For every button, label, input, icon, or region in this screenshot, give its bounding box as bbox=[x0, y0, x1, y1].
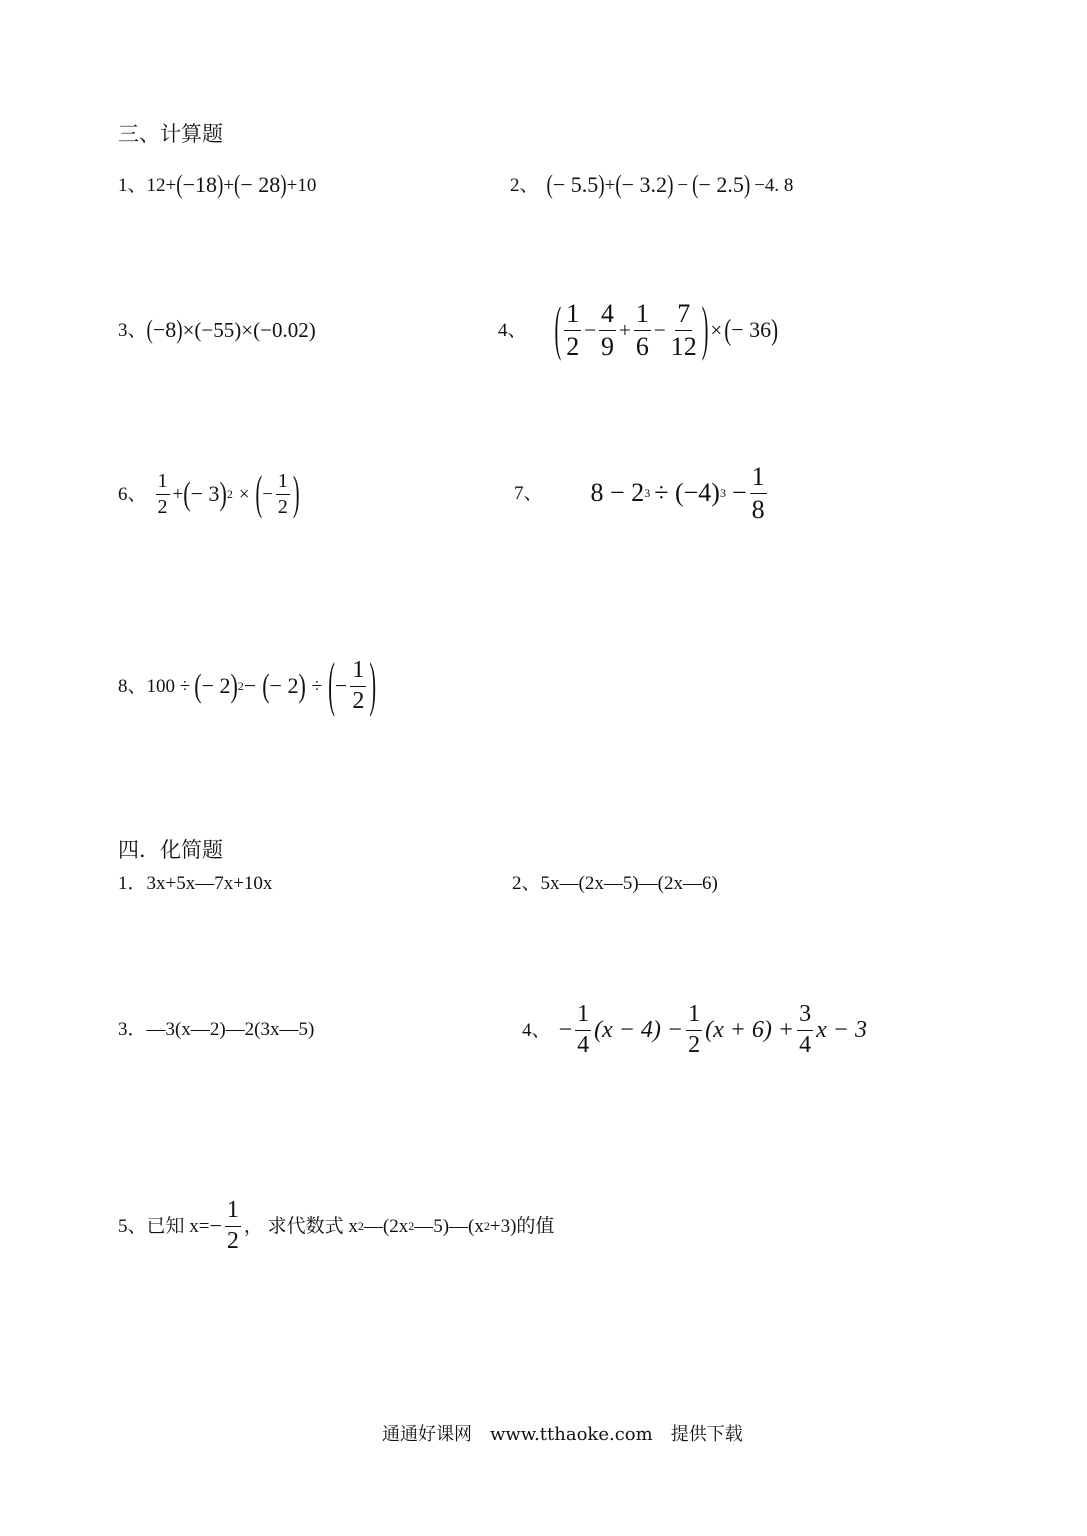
problem-number: 4、 bbox=[522, 1019, 551, 1041]
problem-text: ， 求代数式 x bbox=[243, 1215, 358, 1237]
fraction: $\frac{1}{2}$ bbox=[566, 299, 580, 361]
problem-4: 4、 ( $\frac{1}{2}$ − $\frac{4}{9}$ + $\frac{1}{6}$ − $\frac{7}{12}$ ) × ( − 36 ) bbox=[498, 297, 779, 363]
problem-number: 1、 bbox=[118, 174, 147, 196]
term: (x + 6) + bbox=[705, 1017, 795, 1043]
fraction: $\frac{1}{2}$ bbox=[157, 469, 168, 518]
operator: − bbox=[731, 478, 747, 507]
problem-number: 2、 bbox=[510, 174, 539, 196]
fraction: $\frac{7}{12}$ bbox=[670, 299, 697, 361]
operator: − bbox=[262, 483, 273, 505]
term: +10 bbox=[286, 174, 317, 196]
term: −8 bbox=[152, 317, 177, 342]
fraction: $\frac{3}{4}$ bbox=[799, 1001, 812, 1058]
problem-number: 3、 bbox=[118, 319, 147, 341]
problem-text: +3)的值 bbox=[489, 1215, 555, 1237]
fraction: $\frac{1}{6}$ bbox=[635, 299, 649, 361]
term: − 2 bbox=[269, 673, 299, 698]
operator: − bbox=[209, 1213, 222, 1238]
problem-3: 3、 ( −8 ) ×(−55)×(−0.02) bbox=[118, 315, 316, 345]
operator: × bbox=[710, 317, 723, 342]
term: −18 bbox=[182, 172, 217, 197]
operator: − bbox=[334, 673, 348, 698]
section-title-calculation: 三、计算题 bbox=[118, 122, 223, 146]
fraction: $\frac{1}{2}$ bbox=[688, 1001, 701, 1058]
fraction: $\frac{1}{2}$ bbox=[277, 469, 288, 518]
simplify-4 bbox=[522, 998, 867, 1062]
operator: − bbox=[677, 174, 689, 196]
fraction: $\frac{1}{2}$ bbox=[352, 657, 365, 714]
fraction: $\frac{1}{4}$ bbox=[577, 1001, 590, 1058]
problem-text: 5、已知 x= bbox=[118, 1215, 210, 1237]
operator: − bbox=[584, 317, 597, 342]
operator: + bbox=[604, 174, 616, 196]
operator: + bbox=[223, 174, 235, 196]
simplify-5: 5、已知 x= − $\frac{1}{2}$ ， 求代数式 x 2 —(2x 2 —5)—(x 2 +3)的值 bbox=[118, 1197, 555, 1254]
problem-number: 6、 bbox=[118, 483, 147, 505]
term: − 5.5 bbox=[552, 172, 599, 197]
problem-number: 7、 bbox=[514, 482, 543, 504]
problem-2: 2、 ( − 5.5 ) + ( − 3.2 ) − ( − 2.5 ) −4. 8 bbox=[510, 170, 794, 200]
term: − 3.2 bbox=[621, 172, 668, 197]
term: − 2.5 bbox=[698, 172, 744, 197]
term: − 3 bbox=[190, 481, 220, 506]
operator: − bbox=[558, 1017, 573, 1043]
term: − 2 bbox=[201, 673, 231, 698]
simplify-2: 2、5x—(2x—5)—(2x—6) bbox=[512, 873, 718, 894]
operator: × bbox=[238, 483, 250, 505]
problem-text: —5)—(x bbox=[414, 1215, 484, 1237]
term: ×(−55)×(−0.02) bbox=[182, 317, 316, 342]
operator: − bbox=[243, 673, 257, 698]
simplify-1: 1．3x+5x—7x+10x bbox=[118, 873, 273, 894]
fraction: $\frac{1}{8}$ bbox=[751, 462, 765, 524]
problem-6: 6、 $\frac{1}{2}$ + ( − 3 ) 2 × ( − $\frac{1}{2}$ ) bbox=[118, 467, 300, 521]
problem-7: 7、 8 − 2 3 ÷ (−4) 3 − $\frac{1}{8}$ bbox=[514, 462, 765, 524]
problem-8: 8、 100 ÷ ( − 2 ) 2 − ( − 2 ) ÷ ( − $\frac{1}{2}$ ) bbox=[118, 653, 376, 719]
term: 12+ bbox=[146, 174, 177, 196]
operator: + bbox=[619, 317, 631, 342]
operator: + bbox=[172, 483, 184, 505]
term: (x − 4) − bbox=[594, 1017, 684, 1043]
section-title-simplification: 四．化简题 bbox=[118, 838, 223, 862]
problem-number: 4、 bbox=[498, 319, 527, 341]
problem-1: 1、 12+ ( −18 ) + ( − 28 ) +10 bbox=[118, 170, 317, 200]
term: 100 ÷ bbox=[146, 675, 191, 697]
fraction: $\frac{4}{9}$ bbox=[601, 299, 615, 361]
term: − 36 bbox=[731, 317, 772, 342]
simplify-3: 3．—3(x—2)—2(3x—5) bbox=[118, 1019, 315, 1040]
problem-number: 8、 bbox=[118, 675, 147, 697]
operator: ÷ bbox=[311, 675, 323, 697]
fraction: $\frac{1}{2}$ bbox=[226, 1197, 239, 1254]
term: − 28 bbox=[240, 172, 281, 197]
term: 8 − 2 bbox=[590, 478, 645, 507]
operator: − bbox=[653, 317, 666, 342]
term: ÷ (−4) bbox=[654, 478, 720, 507]
footer-text: 通通好课网 www.tthaoke.com 提供下载 bbox=[382, 1424, 743, 1445]
problem-text: —(2x bbox=[363, 1215, 409, 1237]
term: x − 3 bbox=[816, 1017, 867, 1043]
term: −4. 8 bbox=[754, 174, 794, 196]
